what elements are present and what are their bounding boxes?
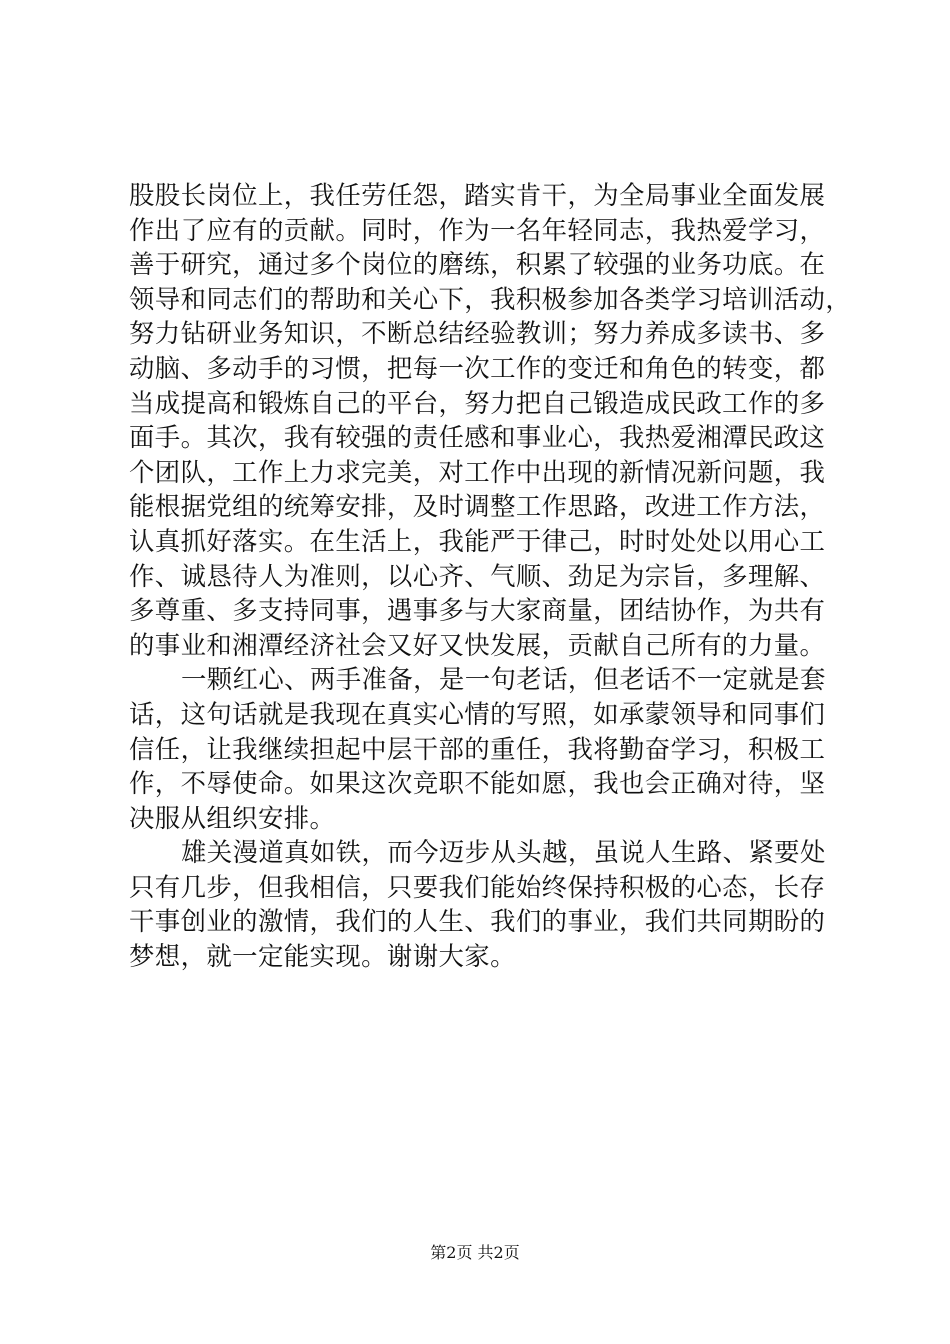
- paragraph-commitment: [129, 662, 841, 835]
- text-line: 信任，让我继续担起中层干部的重任，我将勤奋学习，积极工: [129, 733, 826, 764]
- text-line: 干事创业的激情，我们的人生、我们的事业，我们共同期盼的: [129, 906, 826, 937]
- text-line: 多尊重、多支持同事，遇事多与大家商量，团结协作，为共有: [129, 595, 826, 626]
- text-line: 作、诚恳待人为准则，以心齐、气顺、劲足为宗旨，多理解、: [129, 560, 826, 591]
- text-line: 的事业和湘潭经济社会又好又快发展，贡献自己所有的力量。: [129, 629, 826, 660]
- page-number-footer: 第2页 共2页: [430, 1243, 520, 1262]
- text-line: 能根据党组的统筹安排，及时调整工作思路，改进工作方法，: [129, 491, 826, 522]
- text-line: 作，不辱使命。如果这次竞职不能如愿，我也会正确对待，坚: [129, 768, 826, 799]
- text-line: 雄关漫道真如铁，而今迈步从头越，虽说人生路、紧要处: [181, 837, 826, 868]
- text-line: 努力钻研业务知识，不断总结经验教训；努力养成多读书、多: [129, 318, 826, 349]
- text-line: 只有几步，但我相信，只要我们能始终保持积极的心态，长存: [129, 871, 826, 902]
- text-line: 领导和同志们的帮助和关心下，我积极参加各类学习培训活动，: [129, 283, 852, 314]
- text-line: 动脑、多动手的习惯，把每一次工作的变迁和角色的转变，都: [129, 352, 826, 383]
- document-body: [129, 178, 852, 974]
- text-line: 当成提高和锻炼自己的平台，努力把自己锻造成民政工作的多: [129, 387, 826, 418]
- paragraph-closing: [129, 835, 841, 973]
- text-line: 认真抓好落实。在生活上，我能严于律己，时时处处以用心工: [129, 525, 826, 556]
- text-line: 股股长岗位上，我任劳任怨，踏实肯干，为全局事业全面发展: [129, 180, 826, 210]
- text-line: 个团队，工作上力求完美，对工作中出现的新情况新问题，我: [129, 456, 826, 487]
- text-line: 话，这句话就是我现在真实心情的写照，如承蒙领导和同事们: [129, 698, 826, 729]
- paragraph-work-experience: [129, 178, 852, 662]
- text-line: 作出了应有的贡献。同时，作为一名年轻同志，我热爱学习，: [129, 214, 826, 245]
- text-line: 梦想，就一定能实现。谢谢大家。: [129, 941, 516, 972]
- text-line: 善于研究，通过多个岗位的磨练，积累了较强的业务功底。在: [129, 249, 826, 280]
- text-line: 决服从组织安排。: [129, 802, 336, 833]
- text-line: 一颗红心、两手准备，是一句老话，但老话不一定就是套: [181, 664, 826, 695]
- text-line: 面手。其次，我有较强的责任感和事业心，我热爱湘潭民政这: [129, 422, 826, 453]
